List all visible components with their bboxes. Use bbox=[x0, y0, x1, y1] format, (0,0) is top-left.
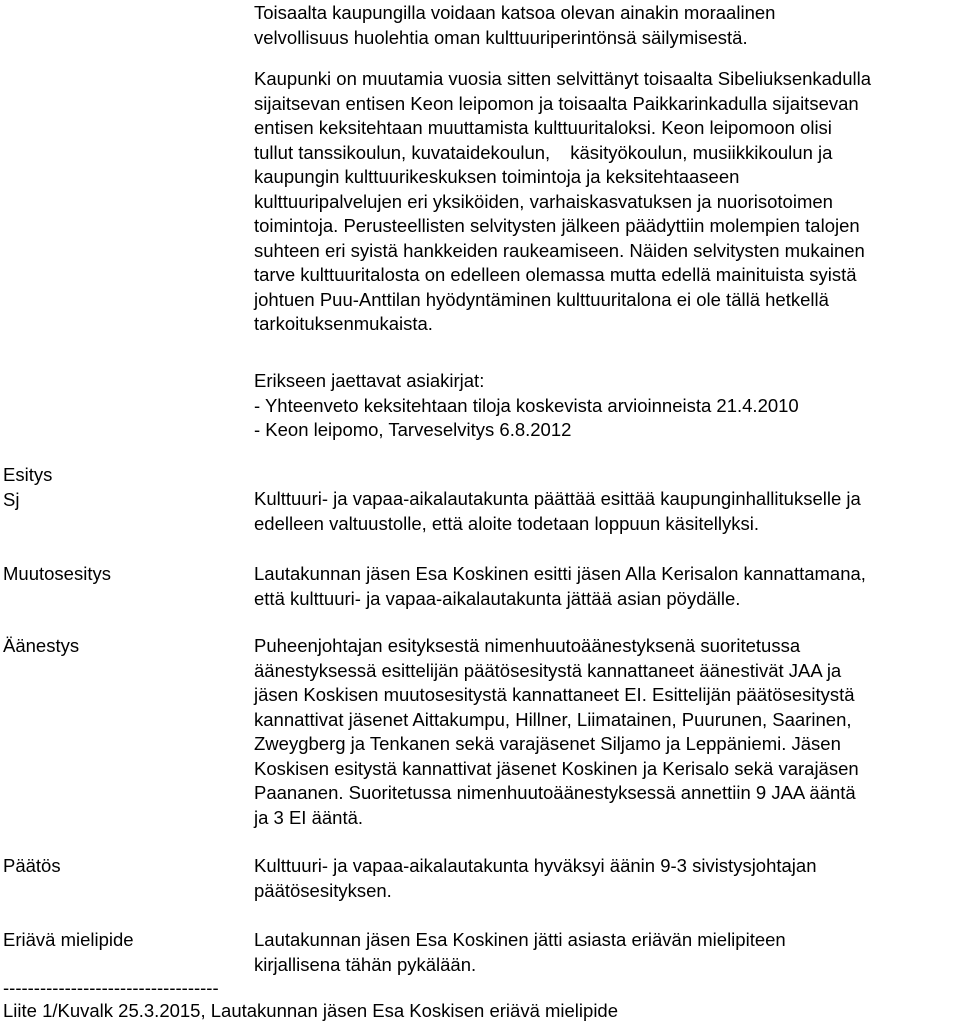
text-line: sijaitsevan entisen Keon leipomon ja toisaalta Paikkarinkadulla sijaitsevan bbox=[254, 92, 859, 114]
section-label-paatos bbox=[3, 854, 243, 879]
text-line: entisen keksitehtaan muuttamista kulttuuritaloksi. Keon leipomoon olisi bbox=[254, 117, 832, 138]
separator-rule: ----------------------------------- bbox=[3, 977, 219, 998]
attachment-item: - Keon leipomo, Tarveselvitys 6.8.2012 bbox=[254, 419, 572, 440]
text-segment: käsityökoulun, musiikkikoulun ja bbox=[570, 141, 833, 163]
text-line: kulttuuripalvelujen eri yksiköiden, varhaiskasvatuksen ja nuorisotoimen bbox=[254, 190, 833, 212]
section-body-eriava bbox=[254, 928, 954, 977]
text-line: ja 3 EI ääntä. bbox=[254, 806, 364, 828]
section-body-aanestys bbox=[254, 634, 954, 830]
text-line: kannattivat jäsenet Aittakumpu, Hillner, Liimatainen, Puurunen, Saarinen, bbox=[254, 708, 852, 730]
text-line: Kulttuuri- ja vapaa-aikalautakunta päättää esittää kaupunginhallitukselle ja bbox=[254, 488, 861, 509]
text-line bbox=[254, 141, 954, 166]
section-label-eriava bbox=[3, 928, 243, 953]
text-line: tarve kulttuuritalosta on edelleen olemassa mutta edellä mainituista syistä bbox=[254, 264, 857, 285]
text-line: Lautakunnan jäsen Esa Koskinen esitti jäsen Alla Kerisalon kannattamana, bbox=[254, 563, 866, 584]
text-line: Paananen. Suoritetussa nimenhuutoäänestyksessä annettiin 9 JAA ääntä bbox=[254, 782, 856, 803]
text-line: että kulttuuri- ja vapaa-aikalautakunta jättää asian pöydälle. bbox=[254, 587, 741, 609]
text-line: jäsen Koskisen muutosesitystä kannattaneet EI. Esittelijän päätösesitystä bbox=[254, 684, 855, 705]
text-line: edelleen valtuustolle, että aloite todetaan loppuun käsitellyksi. bbox=[254, 512, 759, 534]
section-label-muutosesitys bbox=[3, 562, 243, 587]
section-label-esitys bbox=[3, 463, 243, 512]
section-label: Päätös bbox=[3, 855, 61, 876]
section-label: Sj bbox=[3, 488, 20, 510]
text-line: johtuen Puu-Anttilan hyödyntäminen kulttuuritalona ei ole tällä hetkellä bbox=[254, 288, 829, 310]
text-line: velvollisuus huolehtia oman kulttuuriperintönsä säilymisestä. bbox=[254, 26, 748, 48]
attachments-block bbox=[254, 369, 954, 443]
section-label-aanestys bbox=[3, 634, 243, 659]
section-body-paatos bbox=[254, 854, 954, 903]
text-line: Puheenjohtajan esityksestä nimenhuutoäänestyksenä suoritetussa bbox=[254, 635, 801, 656]
attachment-note: Liite 1/Kuvalk 25.3.2015, Lautakunnan jäsen Esa Koskisen eriävä mielipide bbox=[3, 1000, 619, 1021]
text-line: Kaupunki on muutamia vuosia sitten selvittänyt toisaalta Sibeliuksenkadulla bbox=[254, 68, 872, 89]
text-segment: tullut tanssikoulun, kuvataidekoulun, bbox=[254, 141, 551, 163]
section-label: Äänestys bbox=[3, 635, 80, 656]
text-line: toimintoja. Perusteellisten selvitysten jälkeen päädyttiin molempien talojen bbox=[254, 215, 860, 236]
attachments-heading: Erikseen jaettavat asiakirjat: bbox=[254, 370, 485, 391]
text-line: Toisaalta kaupungilla voidaan katsoa olevan ainakin moraalinen bbox=[254, 2, 776, 23]
section-body-esitys bbox=[254, 487, 954, 536]
text-line: Lautakunnan jäsen Esa Koskinen jätti asiasta eriävän mielipiteen bbox=[254, 929, 786, 950]
section-body-muutosesitys bbox=[254, 562, 954, 611]
text-line: Zweygberg ja Tenkanen sekä varajäsenet Siljamo ja Leppäniemi. Jäsen bbox=[254, 733, 841, 754]
intro-paragraph-1 bbox=[254, 1, 954, 50]
section-label: Esitys bbox=[3, 464, 53, 485]
section-label: Eriävä mielipide bbox=[3, 929, 134, 950]
intro-paragraph-2 bbox=[254, 67, 954, 337]
section-label: Muutosesitys bbox=[3, 563, 111, 584]
text-line: suhteen eri syistä hankkeiden raukeamiseen. Näiden selvitysten mukainen bbox=[254, 239, 865, 261]
text-line: kaupungin kulttuurikeskuksen toimintoja ja keksitehtaaseen bbox=[254, 166, 740, 187]
attachment-item: - Yhteenveto keksitehtaan tiloja koskevista arvioinneista 21.4.2010 bbox=[254, 394, 799, 416]
text-line: kirjallisena tähän pykälään. bbox=[254, 953, 477, 975]
text-line: Kulttuuri- ja vapaa-aikalautakunta hyväksyi äänin 9-3 sivistysjohtajan bbox=[254, 855, 817, 876]
text-line: äänestyksessä esittelijän päätösesitystä kannattaneet äänestivät JAA ja bbox=[254, 659, 842, 681]
text-line: tarkoituksenmukaista. bbox=[254, 313, 433, 334]
text-line: Koskisen esitystä kannattivat jäsenet Koskinen ja Kerisalo sekä varajäsen bbox=[254, 757, 859, 779]
text-line: päätösesityksen. bbox=[254, 879, 392, 901]
